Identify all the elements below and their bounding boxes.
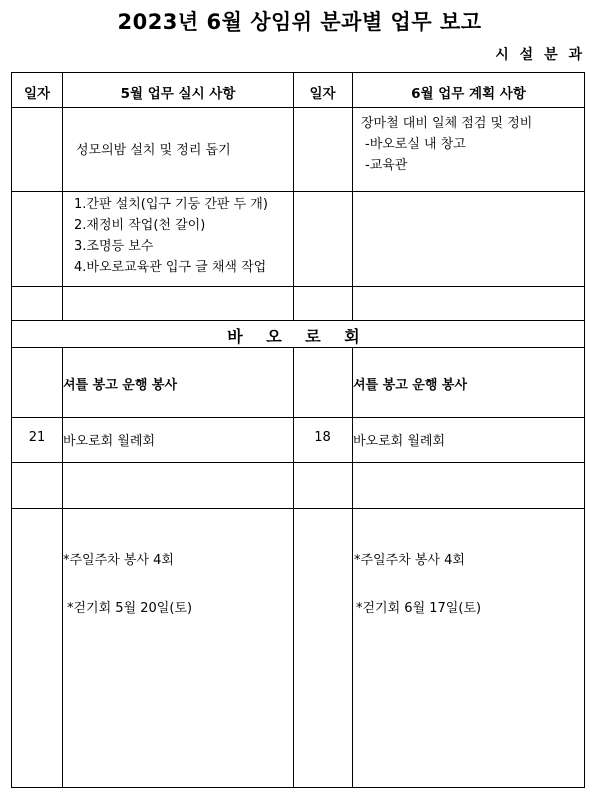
header-may-tasks: 5월 업무 실시 사항: [120, 86, 236, 102]
department-name: 시 설 분 과: [495, 47, 585, 63]
date-left: 21: [28, 430, 46, 445]
june-plan-item: *주일주차 봉사 4회: [354, 553, 465, 568]
june-plan-item: 셔틀 봉고 운행 봉사: [353, 378, 468, 393]
june-plan-item: *걷기회 6월 17일(토): [356, 601, 482, 616]
header-date-left: 일자: [23, 86, 51, 102]
may-task-item: *걷기회 5월 20일(토): [67, 601, 193, 616]
row-divider: [12, 417, 584, 418]
column-divider: [293, 347, 294, 787]
june-plan-list: [361, 113, 532, 176]
date-right: 18: [314, 430, 331, 445]
document-title: 2023년 6월 상임위 분과별 업무 보고: [117, 10, 482, 34]
may-task-list: [74, 194, 268, 278]
may-task-item: 3.조명등 보수: [74, 239, 154, 254]
header-date-right: 일자: [309, 86, 336, 102]
may-task-item: *주일주차 봉사 4회: [63, 553, 174, 568]
header-june-plans: 6월 업무 계획 사항: [411, 86, 526, 102]
row-divider: [12, 508, 584, 509]
row-divider: [12, 462, 584, 463]
june-plan-item: 바오로회 월례회: [353, 434, 446, 449]
row-divider: [12, 107, 584, 108]
row-divider: [12, 320, 584, 321]
may-task-item: 1.간판 설치(입구 기둥 간판 두 개): [74, 197, 268, 212]
section-title: 바 오 로 회: [227, 327, 369, 346]
may-task-item: 4.바오로교육관 입구 글 채색 작업: [74, 260, 267, 275]
june-plan-item: -바오로실 내 창고: [365, 137, 466, 152]
may-task-item: 성모의밤 설치 및 정리 돕기: [76, 143, 231, 158]
may-task-item: 바오로회 월례회: [63, 434, 156, 449]
column-divider: [352, 347, 353, 787]
report-table: [11, 72, 585, 788]
row-divider: [12, 191, 584, 192]
row-divider: [12, 286, 584, 287]
row-divider: [12, 347, 584, 348]
column-divider: [293, 73, 294, 320]
may-task-item: 2.재정비 작업(천 갈이): [74, 218, 206, 233]
june-plan-item: 장마철 대비 일체 점검 및 정비: [361, 116, 533, 131]
column-divider: [62, 73, 63, 320]
column-divider: [352, 73, 353, 320]
may-task-item: 셔틀 봉고 운행 봉사: [63, 378, 178, 393]
june-plan-item: -교육관: [365, 158, 408, 173]
